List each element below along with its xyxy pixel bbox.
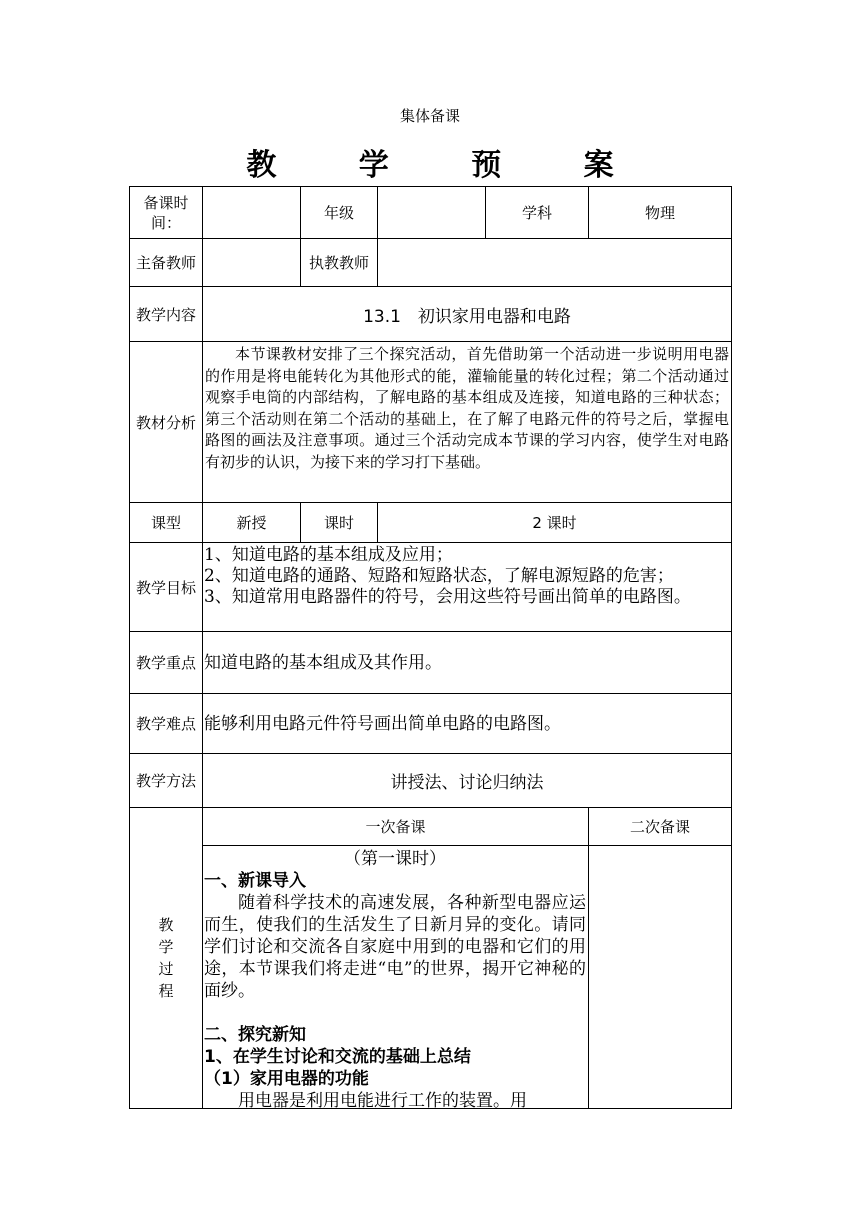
process-label-text: 教学过程 [158, 916, 174, 1000]
lesson-hours-value: 2 课时 [532, 514, 577, 532]
table-border-right [731, 186, 732, 1109]
spacer [204, 1002, 586, 1024]
row-divider [202, 845, 732, 846]
grade-value [378, 187, 485, 238]
content-label: 教学内容 [135, 305, 196, 324]
process-content [204, 848, 586, 1112]
section1-title: 一、新课导入 [204, 871, 306, 891]
difficulty-value: 能够利用电路元件符号画出简单电路的电路图。 [204, 714, 561, 734]
teaching-teacher-label: 执教教师 [308, 254, 369, 272]
goal-item: 2、知道电路的通路、短路和短路状态，了解电源短路的危害； [204, 566, 674, 586]
section1-text: 随着科学技术的高速发展，各种新型电器应运而生，使我们的生活发生了日新月异的变化。请同学们讨论和交流各自家庭中用到的电器和它们的用途，本节课我们将走进“电”的世界，揭开它神秘的面纱。 [204, 893, 586, 1001]
subject-label: 学科 [521, 204, 552, 222]
prep-time-label: 备课时间： [143, 193, 189, 232]
content-value: 13.1 初识家用电器和电路 [363, 306, 571, 327]
analysis-text: 本节课教材安排了三个探究活动，首先借助第一个活动进一步说明用电器的作用是将电能转化为其他形式的能，灌输能量的转化过程；第二个活动通过观察手电筒的内部结构，了解电路的基本组成及连接，知道电路的三种状态；第三个活动则在第二个活动的基础上，在了解了电路元件的符号之后，掌握电路图的画法及注意事项。通过三个活动完成本节课的学习内容，使学生对电路有初步的认识，为接下来的学习打下基础。 [205, 345, 729, 471]
section2-title: 二、探究新知 [204, 1025, 306, 1045]
grade-label: 年级 [323, 204, 354, 222]
column-divider [588, 807, 589, 1109]
main-teacher-label: 主备教师 [135, 254, 196, 272]
second-prep-header: 二次备课 [629, 818, 690, 836]
sub1-1-title: （1）家用电器的功能 [204, 1069, 369, 1089]
row-divider [129, 693, 732, 694]
key-point-value: 知道电路的基本组成及其作用。 [204, 653, 442, 673]
first-prep-header: 一次备课 [365, 818, 426, 836]
session-title: （第一课时） [344, 849, 446, 869]
process-label [150, 808, 182, 1108]
sub1-1-text: 用电器是利用电能进行工作的装置。用 [238, 1091, 527, 1111]
goal-item: 3、知道常用电路器件的符号，会用这些符号画出简单的电路图。 [204, 587, 691, 607]
method-label: 教学方法 [135, 772, 196, 790]
row-divider [129, 631, 732, 632]
lesson-type-label: 课型 [150, 514, 181, 532]
row-divider [129, 238, 732, 239]
document-subtitle: 集体备课 [399, 107, 460, 125]
goals-list [204, 545, 732, 608]
lesson-type-value: 新授 [236, 514, 267, 532]
goals-label: 教学目标 [135, 578, 196, 597]
sub1-title: 1、在学生讨论和交流的基础上总结 [204, 1047, 471, 1067]
subject-value: 物理 [644, 204, 675, 222]
lesson-hours-label: 课时 [323, 514, 354, 532]
difficulty-label: 教学难点 [135, 715, 196, 733]
analysis-label: 教材分析 [135, 413, 196, 432]
row-divider [129, 542, 732, 543]
row-divider [129, 341, 732, 342]
method-value: 讲授法、讨论归纳法 [390, 773, 544, 793]
document-title: 教 学 预 案 [246, 148, 650, 183]
goal-item: 1、知道电路的基本组成及应用； [204, 545, 453, 565]
key-point-label: 教学重点 [135, 654, 196, 672]
